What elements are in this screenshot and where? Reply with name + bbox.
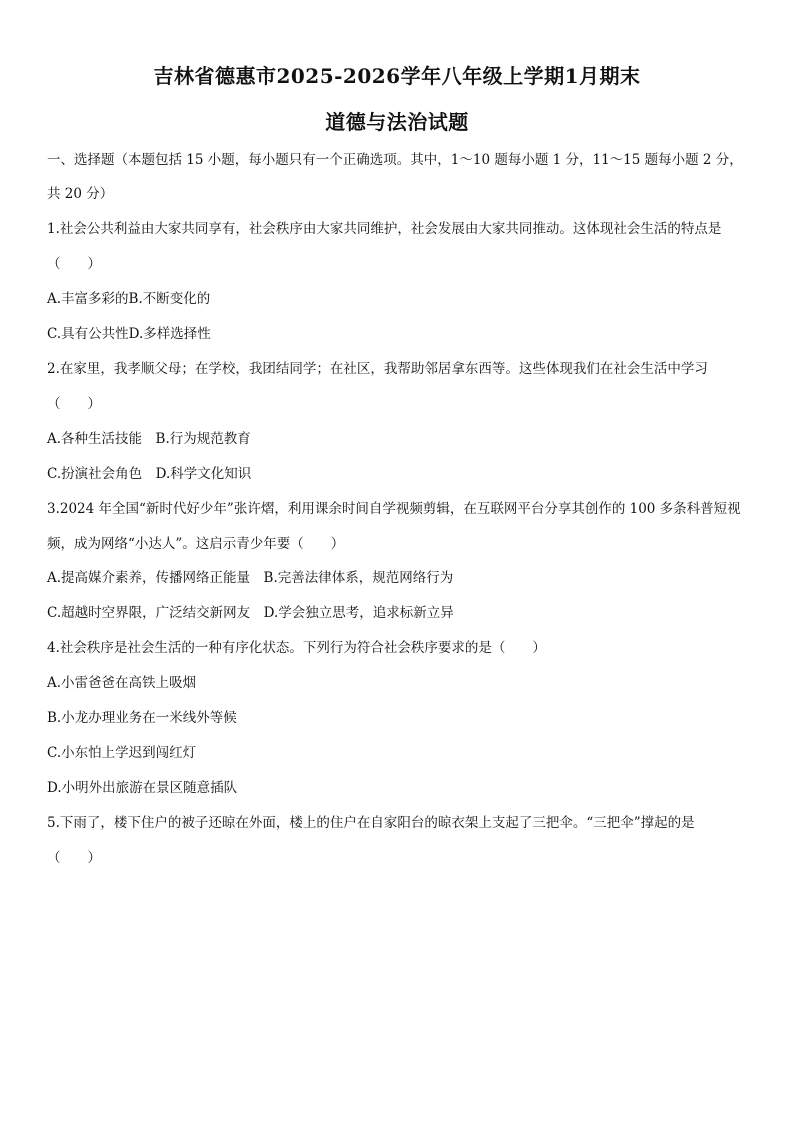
exam-subject-title: 道德与法治试题: [325, 110, 469, 134]
question-1-options-row-2: C.具有公共性D.多样选择性: [47, 326, 211, 342]
question-4-option-c: C.小东怕上学迟到闯红灯: [47, 745, 197, 761]
question-4-option-b: B.小龙办理业务在一米线外等候: [47, 710, 237, 726]
question-5-stem: 5.下雨了，楼下住户的被子还晾在外面，楼上的住户在自家阳台的晾衣架上支起了三把伞。“三把伞”撑起的是: [47, 815, 695, 831]
question-4-stem: 4.社会秩序是社会生活的一种有序化状态。下列行为符合社会秩序要求的是（ ）: [47, 640, 546, 656]
question-3-stem-continued: 频，成为网络“小达人”。这启示青少年要（ ）: [47, 536, 345, 552]
question-1-stem: 1.社会公共利益由大家共同享有，社会秩序由大家共同维护，社会发展由大家共同推动。这体现社会生活的特点是: [47, 221, 722, 237]
exam-title: 吉林省德惠市2025-2026学年八年级上学期1月期末: [153, 64, 641, 88]
question-3-stem: 3.2024 年全国“新时代好少年”张许熠，利用课余时间自学视频剪辑，在互联网平台分享其创作的 100 多条科普短视: [47, 501, 741, 517]
question-3-options-row-2: C.超越时空界限，广泛结交新网友 D.学会独立思考，追求标新立异: [47, 605, 454, 621]
section-header-continued: 共 20 分）: [47, 186, 114, 202]
question-2-options-row-1: A.各种生活技能 B.行为规范教育: [47, 431, 251, 447]
question-1-options-row-1: A.丰富多彩的B.不断变化的: [47, 291, 211, 307]
question-4-option-d: D.小明外出旅游在景区随意插队: [47, 780, 238, 796]
question-2-bracket: （ ）: [47, 396, 101, 412]
question-3-options-row-1: A.提高媒介素养，传播网络正能量 B.完善法律体系，规范网络行为: [47, 570, 454, 586]
question-2-stem: 2.在家里，我孝顺父母；在学校，我团结同学；在社区，我帮助邻居拿东西等。这些体现我们在社会生活中学习: [47, 361, 708, 377]
question-2-options-row-2: C.扮演社会角色 D.科学文化知识: [47, 466, 252, 482]
question-1-bracket: （ ）: [47, 256, 101, 272]
question-5-bracket: （ ）: [47, 850, 101, 866]
section-header: 一、选择题（本题包括 15 小题，每小题只有一个正确选项。其中，1～10 题每小题 1 分，11～15 题每小题 2 分，: [47, 152, 743, 168]
question-4-option-a: A.小雷爸爸在高铁上吸烟: [47, 675, 197, 691]
